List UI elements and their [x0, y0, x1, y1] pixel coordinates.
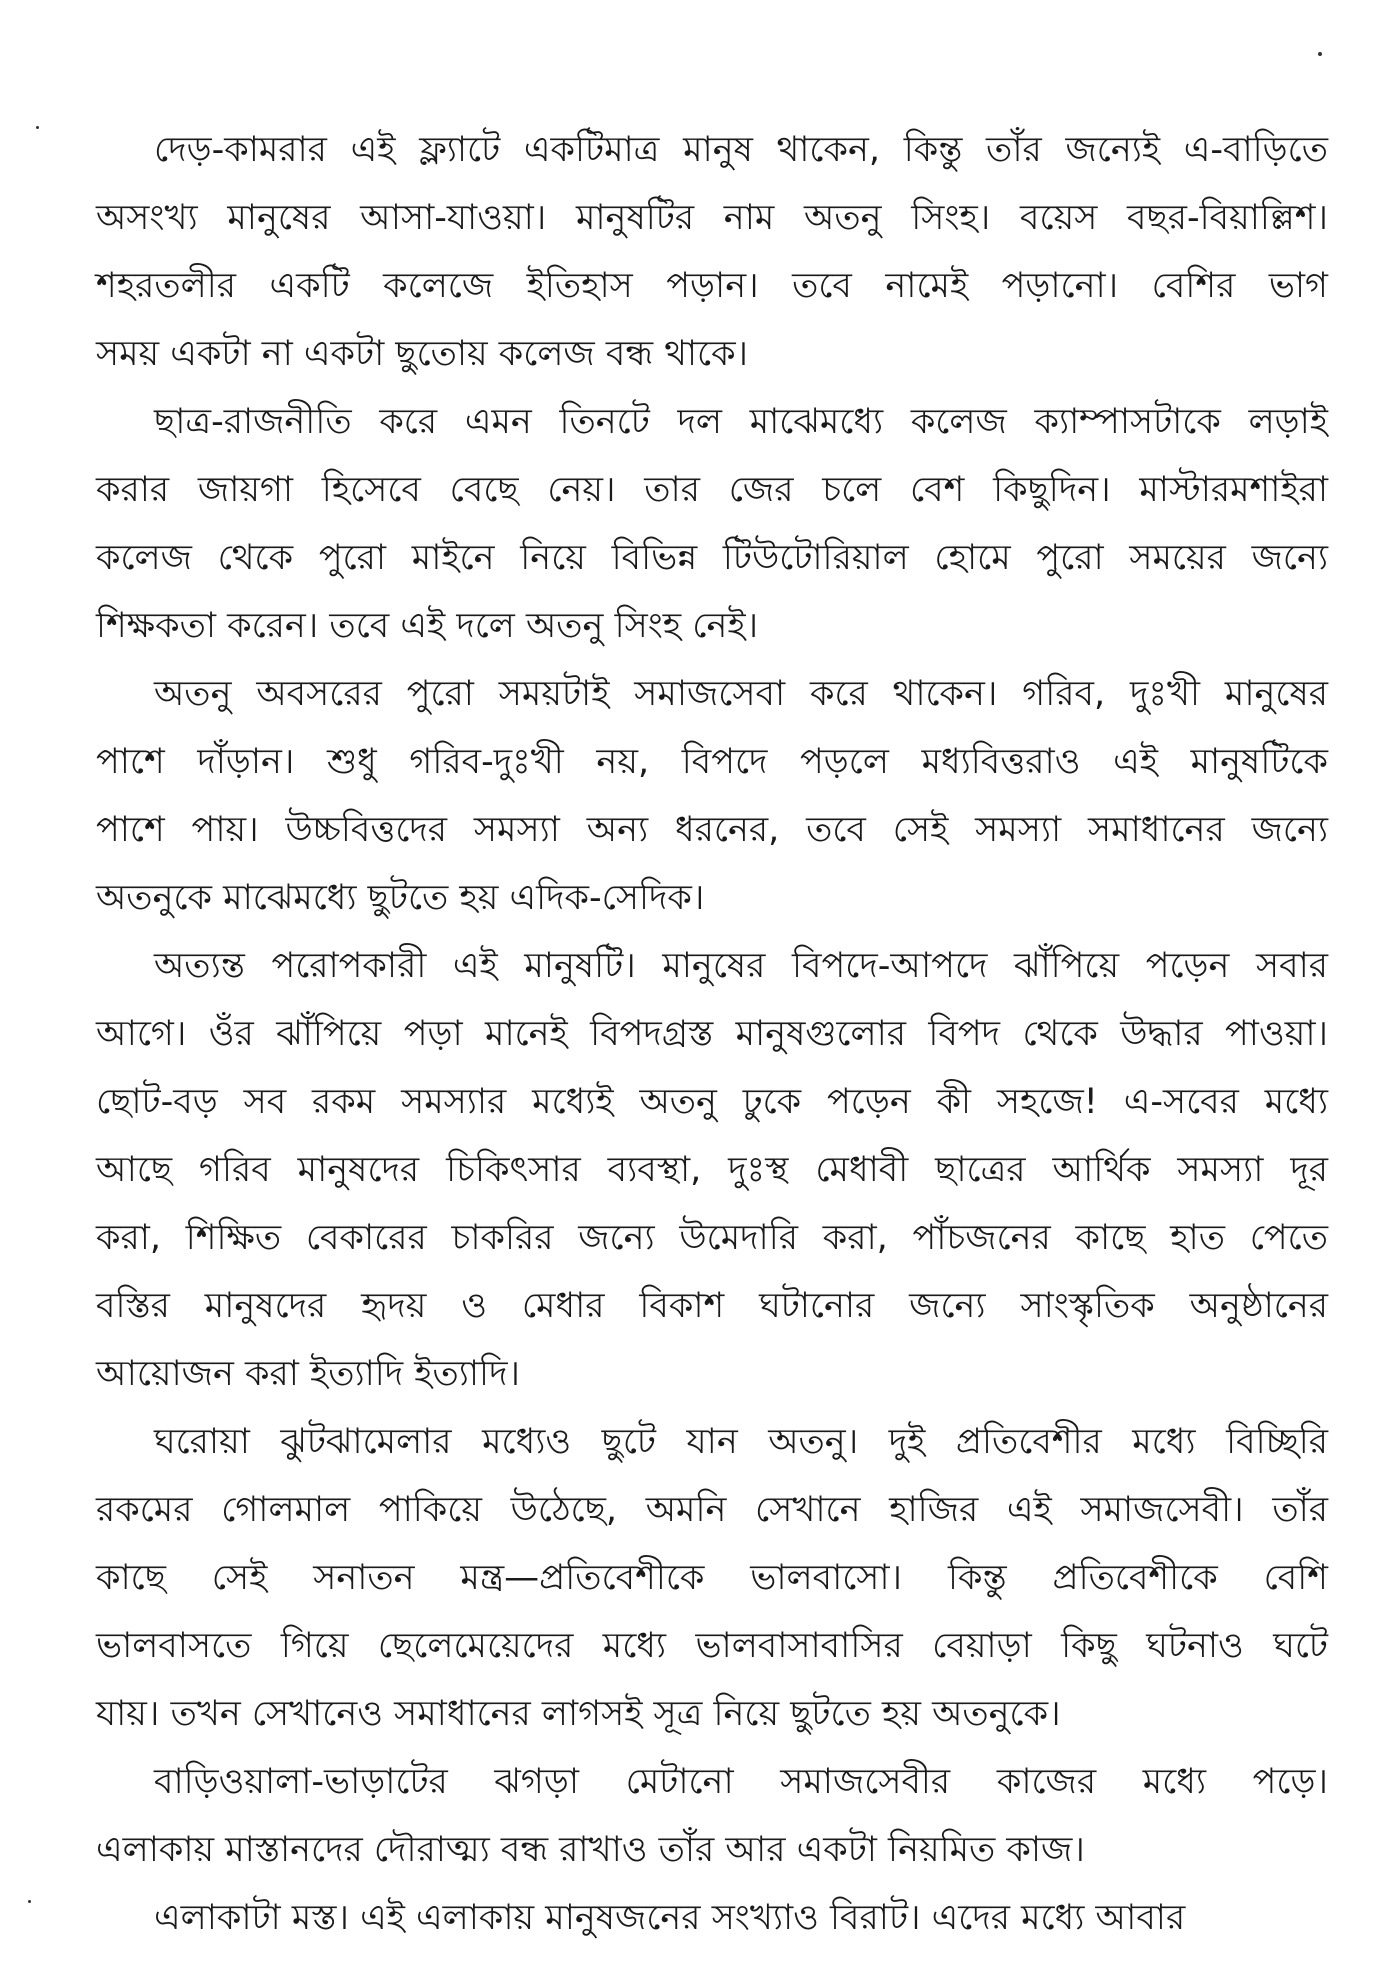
text-line: বাড়িওয়ালা-ভাড়াটের ঝগড়া মেটানো সমাজসেবীর কাজের মধ্যে পড়ে।	[154, 1762, 1328, 1802]
text-line: ছাত্র-রাজনীতি করে এমন তিনটে দল মাঝেমধ্যে কলেজ ক্যাম্পাসটাকে লড়াই	[154, 402, 1328, 442]
text-line: যায়। তখন সেখানেও সমাধানের লাগসই সূত্র নিয়ে ছুটতে হয় অতনুকে।	[96, 1694, 1061, 1734]
text-line: দেড়-কামরার এই ফ্ল্যাটে একটিমাত্র মানুষ থাকেন, কিন্তু তাঁর জন্যেই এ-বাড়িতে	[154, 130, 1328, 170]
body-text	[96, 116, 1328, 1952]
scan-speck	[1318, 52, 1322, 56]
text-line: অসংখ্য মানুষের আসা-যাওয়া। মানুষটির নাম অতনু সিংহ। বয়েস বছর-বিয়াল্লিশ।	[96, 198, 1328, 238]
text-line: ছোট-বড় সব রকম সমস্যার মধ্যেই অতনু ঢুকে পড়েন কী সহজে! এ-সবের মধ্যে	[96, 1082, 1328, 1122]
paragraph	[96, 116, 1328, 388]
text-line: সময় একটা না একটা ছুতোয় কলেজ বন্ধ থাকে।	[96, 334, 749, 374]
text-line: এলাকাটা মস্ত। এই এলাকায় মানুষজনের সংখ্যাও বিরাট। এদের মধ্যে আবার	[154, 1898, 1186, 1938]
text-line: রকমের গোলমাল পাকিয়ে উঠেছে, অমনি সেখানে হাজির এই সমাজসেবী। তাঁর	[96, 1490, 1328, 1530]
text-line: বস্তির মানুষদের হৃদয় ও মেধার বিকাশ ঘটানোর জন্যে সাংস্কৃতিক অনুষ্ঠানের	[96, 1286, 1328, 1326]
paragraph	[96, 1408, 1328, 1748]
text-line: অতনুকে মাঝেমধ্যে ছুটতে হয় এদিক-সেদিক।	[96, 878, 705, 918]
paragraph	[96, 1748, 1328, 1884]
text-line: করার জায়গা হিসেবে বেছে নেয়। তার জের চলে বেশ কিছুদিন। মাস্টারমশাইরা	[96, 470, 1328, 510]
text-line: ঘরোয়া ঝুটঝামেলার মধ্যেও ছুটে যান অতনু। দুই প্রতিবেশীর মধ্যে বিচ্ছিরি	[154, 1422, 1328, 1462]
scan-speck	[28, 1900, 31, 1903]
text-line: কাছে সেই সনাতন মন্ত্র—প্রতিবেশীকে ভালবাসো। কিন্তু প্রতিবেশীকে বেশি	[96, 1558, 1328, 1598]
paragraph	[96, 660, 1328, 932]
text-line: শহরতলীর একটি কলেজে ইতিহাস পড়ান। তবে নামেই পড়ানো। বেশির ভাগ	[96, 266, 1328, 306]
text-line: পাশে দাঁড়ান। শুধু গরিব-দুঃখী নয়, বিপদে পড়লে মধ্যবিত্তরাও এই মানুষটিকে	[96, 742, 1328, 782]
text-line: অত্যন্ত পরোপকারী এই মানুষটি। মানুষের বিপদে-আপদে ঝাঁপিয়ে পড়েন সবার	[154, 946, 1328, 986]
text-line: আছে গরিব মানুষদের চিকিৎসার ব্যবস্থা, দুঃস্থ মেধাবী ছাত্রের আর্থিক সমস্যা দূর	[96, 1150, 1328, 1190]
text-line: শিক্ষকতা করেন। তবে এই দলে অতনু সিংহ নেই।	[96, 606, 759, 646]
scan-speck	[36, 126, 39, 129]
paragraph	[96, 932, 1328, 1408]
text-line: আয়োজন করা ইত্যাদি ইত্যাদি।	[96, 1354, 520, 1394]
paragraph	[96, 1884, 1328, 1952]
text-line: করা, শিক্ষিত বেকারের চাকরির জন্যে উমেদারি করা, পাঁচজনের কাছে হাত পেতে	[96, 1218, 1328, 1258]
text-line: কলেজ থেকে পুরো মাইনে নিয়ে বিভিন্ন টিউটোরিয়াল হোমে পুরো সময়ের জন্যে	[96, 538, 1328, 578]
text-line: আগে। ওঁর ঝাঁপিয়ে পড়া মানেই বিপদগ্রস্ত মানুষগুলোর বিপদ থেকে উদ্ধার পাওয়া।	[96, 1014, 1328, 1054]
text-line: পাশে পায়। উচ্চবিত্তদের সমস্যা অন্য ধরনের, তবে সেই সমস্যা সমাধানের জন্যে	[96, 810, 1328, 850]
text-line: অতনু অবসরের পুরো সময়টাই সমাজসেবা করে থাকেন। গরিব, দুঃখী মানুষের	[154, 674, 1328, 714]
paragraph	[96, 388, 1328, 660]
text-line: এলাকায় মাস্তানদের দৌরাত্ম্য বন্ধ রাখাও তাঁর আর একটা নিয়মিত কাজ।	[96, 1830, 1085, 1870]
text-line: ভালবাসতে গিয়ে ছেলেমেয়েদের মধ্যে ভালবাসাবাসির বেয়াড়া কিছু ঘটনাও ঘটে	[96, 1626, 1328, 1666]
